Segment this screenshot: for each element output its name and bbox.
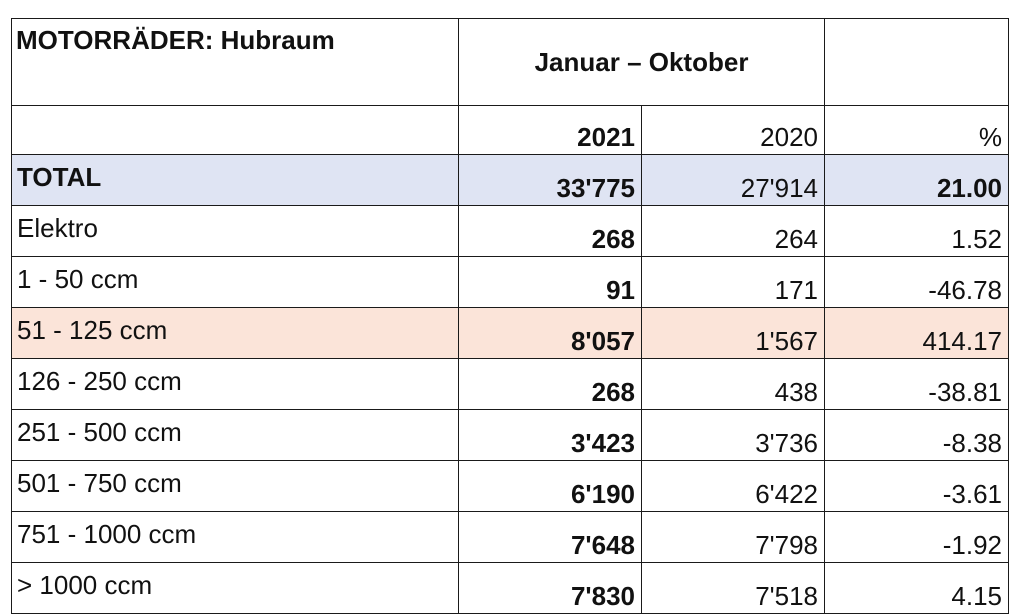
period-header: Januar – Oktober — [459, 19, 825, 106]
row-label: 251 - 500 ccm — [12, 410, 459, 461]
table-row — [12, 359, 1009, 410]
cell-2021: 6'190 — [459, 461, 642, 512]
cell-2021: 268 — [459, 206, 642, 257]
table-row — [12, 563, 1009, 614]
cell-2020: 438 — [642, 359, 825, 410]
cell-2021: 3'423 — [459, 410, 642, 461]
column-header-2021: 2021 — [459, 106, 642, 155]
row-label: > 1000 ccm — [12, 563, 459, 614]
cell-2021: 7'830 — [459, 563, 642, 614]
cell-2020: 6'422 — [642, 461, 825, 512]
cell-2021: 268 — [459, 359, 642, 410]
row-label: 1 - 50 ccm — [12, 257, 459, 308]
cell-2020: 7'798 — [642, 512, 825, 563]
header-empty-cell — [825, 19, 1009, 106]
table-row — [12, 512, 1009, 563]
cell-2020: 7'518 — [642, 563, 825, 614]
cell-percent: -38.81 — [825, 359, 1009, 410]
cell-2020: 264 — [642, 206, 825, 257]
row-label: 126 - 250 ccm — [12, 359, 459, 410]
cell-2021: 7'648 — [459, 512, 642, 563]
column-header-percent: % — [825, 106, 1009, 155]
cell-2020: 171 — [642, 257, 825, 308]
cell-2021: 91 — [459, 257, 642, 308]
cell-2020: 3'736 — [642, 410, 825, 461]
hubraum-table — [11, 18, 1009, 614]
cell-percent: -46.78 — [825, 257, 1009, 308]
column-header-2020: 2020 — [642, 106, 825, 155]
row-label: 501 - 750 ccm — [12, 461, 459, 512]
row-label: 51 - 125 ccm — [12, 308, 459, 359]
column-header-empty-cell — [12, 106, 459, 155]
column-header-row — [12, 106, 1009, 155]
table-row — [12, 461, 1009, 512]
table-title: MOTORRÄDER: Hubraum — [12, 19, 459, 106]
cell-2020: 1'567 — [642, 308, 825, 359]
cell-percent: 21.00 — [825, 155, 1009, 206]
cell-percent: -1.92 — [825, 512, 1009, 563]
table-row-total — [12, 155, 1009, 206]
cell-percent: 4.15 — [825, 563, 1009, 614]
cell-percent: -8.38 — [825, 410, 1009, 461]
table-row — [12, 410, 1009, 461]
cell-percent: 1.52 — [825, 206, 1009, 257]
table-row — [12, 257, 1009, 308]
row-label: TOTAL — [12, 155, 459, 206]
cell-percent: -3.61 — [825, 461, 1009, 512]
row-label: 751 - 1000 ccm — [12, 512, 459, 563]
cell-2020: 27'914 — [642, 155, 825, 206]
cell-2021: 8'057 — [459, 308, 642, 359]
table-row-highlighted — [12, 308, 1009, 359]
row-label: Elektro — [12, 206, 459, 257]
cell-percent: 414.17 — [825, 308, 1009, 359]
header-row — [12, 19, 1009, 106]
cell-2021: 33'775 — [459, 155, 642, 206]
table-row — [12, 206, 1009, 257]
